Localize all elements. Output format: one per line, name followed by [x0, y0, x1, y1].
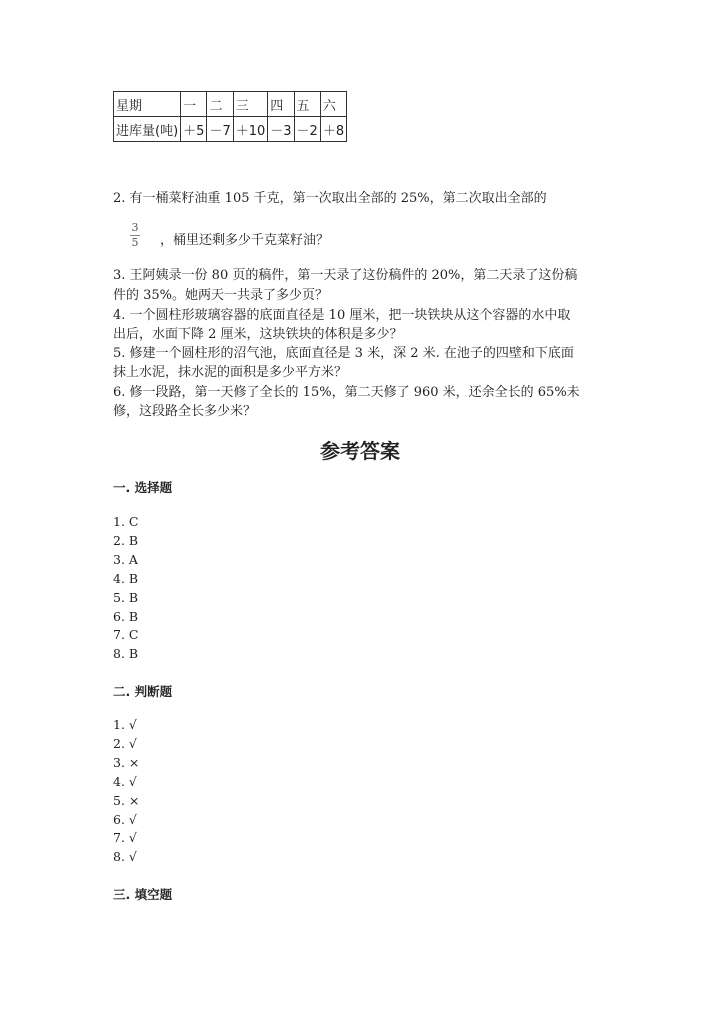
- answer-item: 2. B: [113, 532, 139, 548]
- question-3-line2: 件的 35%。她两天一共录了多少页？: [113, 288, 329, 303]
- table-cell: －7: [207, 117, 233, 142]
- question-4-line1: 4. 一个圆柱形玻璃容器的底面直径是 10 厘米，把一块铁块从这个容器的水中取: [113, 308, 571, 323]
- question-5-line1: 5. 修建一个圆柱形的沼气池，底面直径是 3 米，深 2 米. 在池子的四壁和下底面: [113, 346, 574, 361]
- table-cell: －2: [294, 117, 320, 142]
- answer-item: 8. √: [113, 849, 137, 865]
- section-3-title: 三. 填空题: [113, 887, 173, 902]
- answer-item: 5. ×: [113, 792, 140, 808]
- answer-item: 3. ×: [113, 754, 140, 770]
- section-2-title: 二. 判断题: [113, 684, 173, 699]
- numerator: 3: [131, 221, 139, 234]
- answer-item: 1. C: [113, 514, 139, 529]
- question-6-line2: 修，这段路全长多少米？: [113, 404, 257, 419]
- denominator: 5: [131, 236, 139, 249]
- answer-item: 1. √: [113, 717, 137, 732]
- answer-title: 参考答案: [320, 439, 400, 463]
- answer-item: 6. √: [113, 811, 137, 827]
- table-cell: 三: [233, 92, 268, 117]
- section-1-title: 一. 选择题: [113, 480, 173, 495]
- table-cell: －3: [268, 117, 294, 142]
- answer-item: 7. √: [113, 830, 137, 846]
- table-cell: 星期: [114, 92, 181, 117]
- question-3-line1: 3. 王阿姨录一份 80 页的稿件，第一天录了这份稿件的 20%，第二天录了这份稿: [113, 268, 578, 283]
- stock-table: [113, 91, 347, 142]
- table-cell: 六: [320, 92, 346, 117]
- table-cell: ＋8: [320, 117, 346, 142]
- fraction: [130, 222, 140, 249]
- answer-item: 8. B: [113, 646, 139, 662]
- question-6-line1: 6. 修一段路，第一天修了全长的 15%，第二天修了 960 米，还余全长的 65%未: [113, 385, 580, 400]
- table-cell: ＋5: [181, 117, 207, 142]
- table-cell: 进库量(吨): [114, 117, 181, 142]
- answer-item: 6. B: [113, 608, 139, 624]
- question-2-line1: 2. 有一桶菜籽油重 105 千克，第一次取出全部的 25%，第二次取出全部的: [113, 191, 547, 206]
- answer-item: 5. B: [113, 589, 139, 605]
- table-cell: 一: [181, 92, 207, 117]
- answer-item: 2. √: [113, 735, 137, 751]
- table-cell: 四: [268, 92, 294, 117]
- question-2-line2: ，桶里还剩多少千克菜籽油？: [160, 233, 330, 248]
- answer-item: 7. C: [113, 627, 139, 643]
- answer-item: 4. √: [113, 773, 137, 789]
- answer-item: 4. B: [113, 570, 139, 586]
- question-4-line2: 出后，水面下降 2 厘米，这块铁块的体积是多少？: [113, 327, 403, 342]
- question-5-line2: 抹上水泥，抹水泥的面积是多少平方米？: [113, 365, 348, 380]
- table-cell: 二: [207, 92, 233, 117]
- answer-item: 3. A: [113, 551, 138, 567]
- table-cell: ＋10: [233, 117, 268, 142]
- table-cell: 五: [294, 92, 320, 117]
